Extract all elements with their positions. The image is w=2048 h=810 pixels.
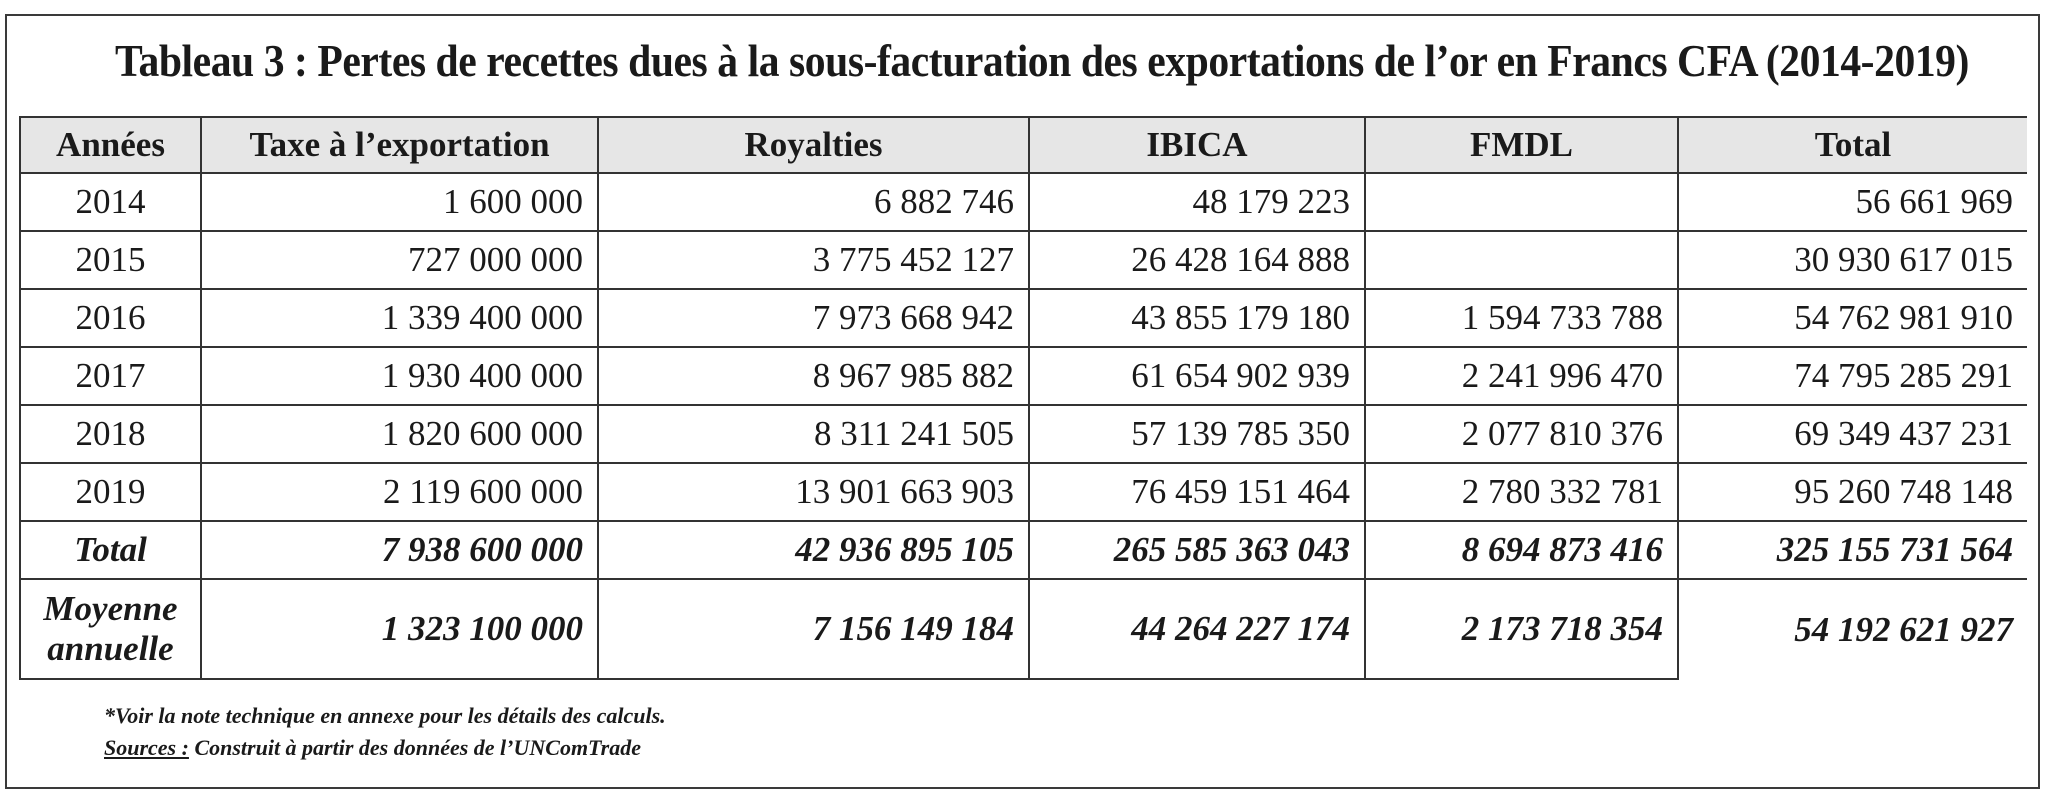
- cell-royalties: 8 967 985 882: [598, 347, 1029, 405]
- cell-royalties: 13 901 663 903: [598, 463, 1029, 521]
- table-row: [20, 463, 2027, 521]
- cell-taxe: 1 820 600 000: [201, 405, 598, 463]
- cell-royalties: 3 775 452 127: [598, 231, 1029, 289]
- total-taxe: 7 938 600 000: [201, 521, 598, 579]
- cell-ibica: 61 654 902 939: [1029, 347, 1365, 405]
- column-header-ibica: IBICA: [1029, 117, 1365, 173]
- total-fmdl: 8 694 873 416: [1365, 521, 1678, 579]
- column-header-annees: Années: [20, 117, 201, 173]
- cell-year: 2019: [20, 463, 201, 521]
- cell-year: 2018: [20, 405, 201, 463]
- sources-label: Sources :: [104, 735, 189, 760]
- table-row: [20, 289, 2027, 347]
- technical-note: *Voir la note technique en annexe pour les détails des calculs.: [104, 703, 666, 728]
- table-title: Tableau 3 : Pertes de recettes dues à la sous-facturation des exportations de l’or en Francs CFA (2014-2019): [115, 35, 1969, 86]
- mean-taxe: 1 323 100 000: [201, 579, 598, 679]
- cell-ibica: 76 459 151 464: [1029, 463, 1365, 521]
- total-total: 325 155 731 564: [1678, 521, 2027, 579]
- total-ibica: 265 585 363 043: [1029, 521, 1365, 579]
- cell-fmdl: [1365, 231, 1678, 289]
- total-row: [20, 521, 2027, 579]
- column-header-total: Total: [1678, 117, 2027, 173]
- column-header-fmdl: FMDL: [1365, 117, 1678, 173]
- column-header-taxe: Taxe à l’exportation: [201, 117, 598, 173]
- table-row: [20, 347, 2027, 405]
- cell-fmdl: 2 780 332 781: [1365, 463, 1678, 521]
- cell-total: 74 795 285 291: [1678, 347, 2027, 405]
- table-row: [20, 173, 2027, 231]
- table-header-row: [20, 117, 2027, 173]
- cell-year: 2015: [20, 231, 201, 289]
- cell-fmdl: [1365, 173, 1678, 231]
- cell-year: 2017: [20, 347, 201, 405]
- cell-taxe: 2 119 600 000: [201, 463, 598, 521]
- cell-ibica: 57 139 785 350: [1029, 405, 1365, 463]
- mean-total: 54 192 621 927: [1678, 579, 2027, 679]
- cell-ibica: 26 428 164 888: [1029, 231, 1365, 289]
- cell-fmdl: 2 077 810 376: [1365, 405, 1678, 463]
- cell-royalties: 6 882 746: [598, 173, 1029, 231]
- cell-total: 30 930 617 015: [1678, 231, 2027, 289]
- cell-ibica: 48 179 223: [1029, 173, 1365, 231]
- cell-total: 56 661 969: [1678, 173, 2027, 231]
- cell-total: 69 349 437 231: [1678, 405, 2027, 463]
- cell-fmdl: 2 241 996 470: [1365, 347, 1678, 405]
- cell-fmdl: 1 594 733 788: [1365, 289, 1678, 347]
- mean-label-line2: annuelle: [47, 629, 174, 668]
- data-table: [19, 116, 2027, 680]
- cell-taxe: 727 000 000: [201, 231, 598, 289]
- mean-row: [20, 579, 2027, 679]
- mean-label: [20, 579, 201, 679]
- mean-fmdl: 2 173 718 354: [1365, 579, 1678, 679]
- total-royalties: 42 936 895 105: [598, 521, 1029, 579]
- cell-total: 95 260 748 148: [1678, 463, 2027, 521]
- table-notes: [104, 700, 666, 764]
- mean-ibica: 44 264 227 174: [1029, 579, 1365, 679]
- cell-taxe: 1 600 000: [201, 173, 598, 231]
- cell-total: 54 762 981 910: [1678, 289, 2027, 347]
- cell-ibica: 43 855 179 180: [1029, 289, 1365, 347]
- column-header-royalties: Royalties: [598, 117, 1029, 173]
- sources-line: [104, 732, 666, 764]
- cell-taxe: 1 930 400 000: [201, 347, 598, 405]
- cell-taxe: 1 339 400 000: [201, 289, 598, 347]
- cell-year: 2016: [20, 289, 201, 347]
- mean-label-line1: Moyenne: [43, 589, 178, 628]
- total-label: Total: [20, 521, 201, 579]
- table-row: [20, 231, 2027, 289]
- cell-royalties: 8 311 241 505: [598, 405, 1029, 463]
- sources-text: Construit à partir des données de l’UNComTrade: [188, 735, 642, 760]
- cell-royalties: 7 973 668 942: [598, 289, 1029, 347]
- table-row: [20, 405, 2027, 463]
- mean-royalties: 7 156 149 184: [598, 579, 1029, 679]
- cell-year: 2014: [20, 173, 201, 231]
